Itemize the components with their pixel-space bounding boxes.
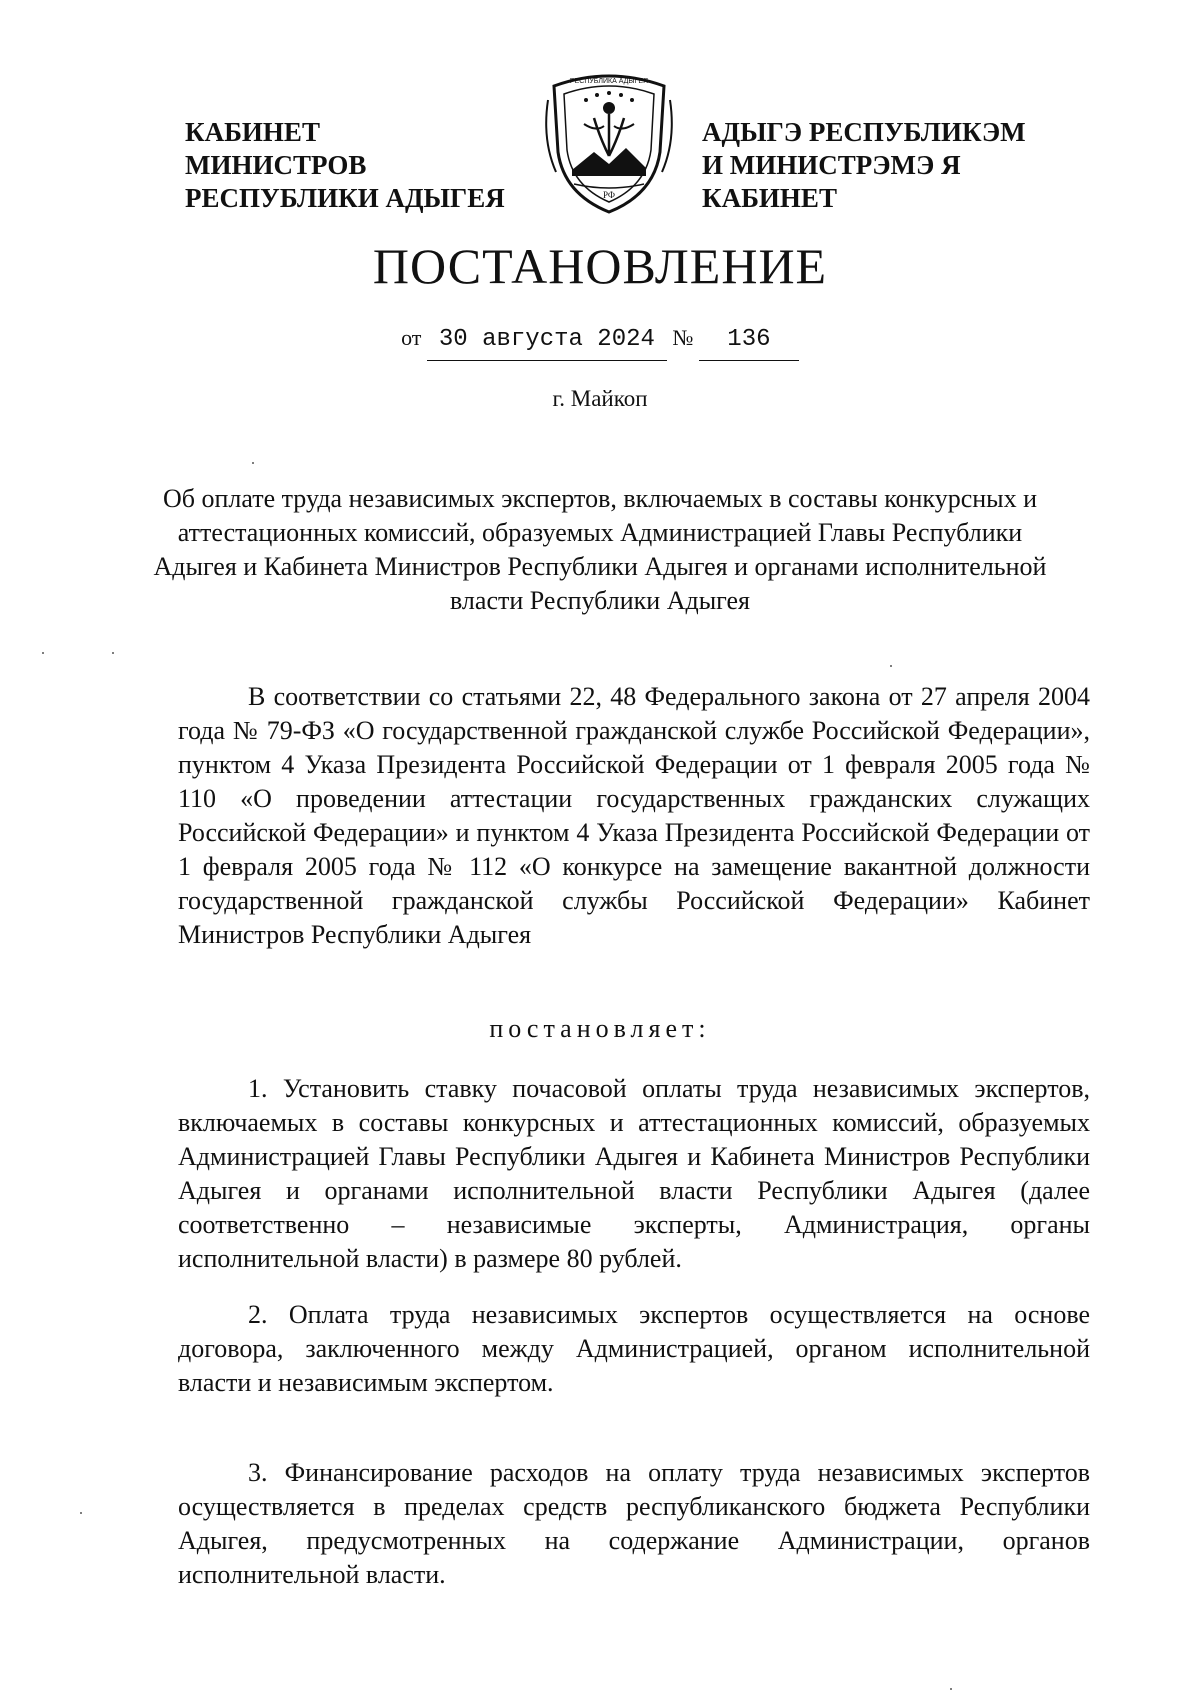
resolution-item-1: 1. Установить ставку почасовой оплаты труда независимых экспертов, включаемых в составы конкурсных и аттестационных комиссий, образуемых Администрацией Главы Республики Адыгея и Кабинета Министров Республики Адыгея и органами исполнительной власти Республики Адыгея (далее соответственно – независимые эксперты, Администрация, органы исполнительной власти) в размере 80 рублей. [178, 1074, 1090, 1273]
issuer-line-1: КАБИНЕТ МИНИСТРОВ [185, 117, 367, 180]
scan-speck [80, 1512, 82, 1514]
resolution-item [178, 1072, 1090, 1276]
coat-of-arms-icon [534, 60, 684, 220]
issuer-name-russian [185, 116, 505, 215]
preamble-text: В соответствии со статьями 22, 48 Федерального закона от 27 апреля 2004 года № 79-ФЗ «О государственной гражданской службе Российской Федерации», пунктом 4 Указа Президента Российской Федерации от 1 февраля 2005 года № 110 «О проведении аттестации государственных гражданских служащих Российской Федерации» и пунктом 4 Указа Президента Российской Федерации от 1 февраля 2005 года № 112 «О конкурсе на замещение вакантной должности государственной гражданской службы Российской Федерации» Кабинет Министров Республики Адыгея [178, 682, 1090, 949]
document-date: 30 августа 2024 [427, 322, 667, 361]
document-type: ПОСТАНОВЛЕНИЕ [372, 238, 828, 294]
document-number: 136 [699, 322, 799, 361]
emblem-ring-label: РЕСПУБЛИКА АДЫГЕЯ [569, 78, 649, 85]
number-prefix: № [672, 325, 694, 350]
emblem-bottom-label: РФ [603, 190, 615, 200]
resolution-item [178, 1456, 1090, 1592]
scan-speck [42, 652, 44, 654]
issuer-line-2: РЕСПУБЛИКИ АДЫГЕЯ [185, 183, 505, 213]
document-city: г. Майкоп [552, 386, 648, 411]
issuer-name-adyghe [702, 116, 1102, 215]
resolves-heading: постановляет: [489, 1014, 711, 1043]
resolution-item-2: 2. Оплата труда независимых экспертов осуществляется на основе договора, заключенного между Администрацией, органом исполнительной власти и независимым экспертом. [178, 1300, 1090, 1397]
resolution-item [178, 1298, 1090, 1400]
scan-speck [890, 665, 892, 667]
document-title: Об оплате труда независимых экспертов, включаемых в составы конкурсных и аттестационных комиссий, образуемых Администрацией Главы Республики Адыгея и Кабинета Министров Республики Адыгея и органами исполнительной власти Республики Адыгея [153, 484, 1047, 615]
issuer-line-2-adyghe: И МИНИСТРЭМЭ Я КАБИНЕТ [702, 150, 961, 213]
date-prefix: от [401, 325, 422, 350]
resolution-item-3: 3. Финансирование расходов на оплату труда независимых экспертов осуществляется в пределах средств республиканского бюджета Республики Адыгея, предусмотренных на содержание Администрации, органов исполнительной власти. [178, 1458, 1090, 1589]
scan-speck [252, 462, 254, 464]
scan-speck [950, 1688, 952, 1690]
date-number-line [0, 320, 1200, 361]
preamble [178, 680, 1090, 952]
scan-speck [112, 652, 114, 654]
issuer-line-1-adyghe: АДЫГЭ РЕСПУБЛИКЭМ [702, 117, 1026, 147]
